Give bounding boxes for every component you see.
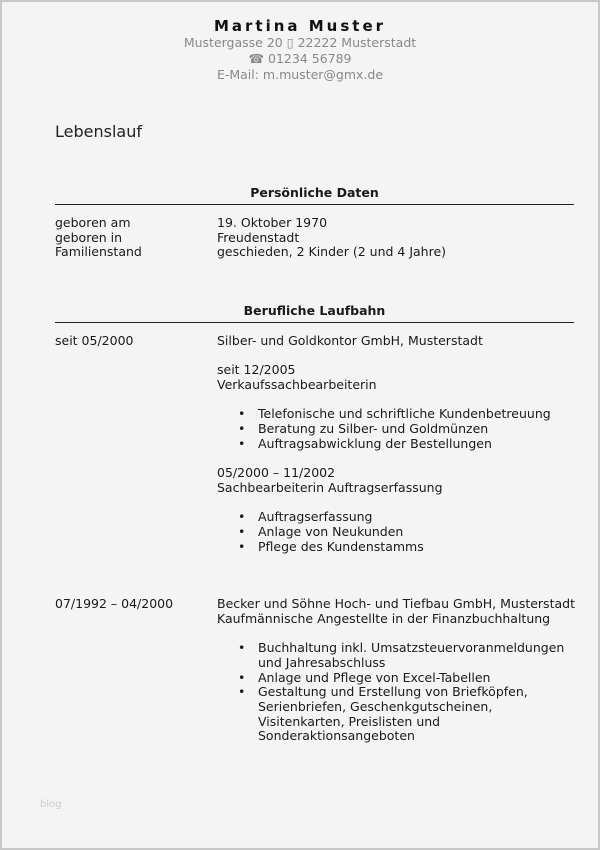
label-birthdate: geboren am	[55, 215, 131, 230]
task-item: • Auftragsabwicklung der Bestellungen	[258, 437, 577, 452]
job-company: Becker und Söhne Hoch- und Tiefbau GmbH, Musterstadt	[217, 596, 575, 611]
document-title: Lebenslauf	[55, 122, 142, 141]
task-list	[217, 407, 577, 451]
task-item: • Pflege des Kundenstamms	[258, 540, 577, 555]
job-company: Silber- und Goldkontor GmbH, Musterstadt	[217, 333, 483, 348]
section-heading-career: Berufliche Laufbahn	[55, 303, 574, 323]
position-title: Verkaufssachbearbeiterin	[217, 377, 377, 393]
position-period: 05/2000 – 11/2002	[217, 465, 336, 481]
job-entry	[55, 334, 574, 559]
address: Mustergasse 20 ▯ 22222 Musterstadt	[183, 35, 417, 50]
task-item: • Gestaltung und Erstellung von Briefköpfen, Serienbriefen, Geschenkgutscheinen, Visitenkarten, Preislisten und Sonderaktionsangeboten	[258, 685, 576, 744]
job-title: Kaufmännische Angestellte in der Finanzbuchhaltung	[217, 610, 551, 626]
personal-data	[55, 216, 574, 261]
value-birthdate: 19. Oktober 1970	[217, 215, 328, 230]
task-list	[217, 641, 576, 744]
label-birthplace: geboren in	[55, 229, 123, 245]
task-item: • Buchhaltung inkl. Umsatzsteuervoranmeldungen und Jahresabschluss	[258, 641, 576, 670]
email: E-Mail: m.muster@gmx.de	[216, 67, 384, 82]
job-period: 07/1992 – 04/2000	[55, 596, 174, 611]
value-birthplace: Freudenstadt	[217, 229, 300, 245]
job-period: seit 05/2000	[55, 333, 134, 348]
applicant-name: Martina Muster	[213, 17, 387, 35]
job-entry	[55, 596, 575, 744]
task-item: • Anlage von Neukunden	[258, 525, 577, 540]
watermark: blog	[40, 799, 62, 810]
task-item: • Beratung zu Silber- und Goldmünzen	[258, 422, 577, 437]
section-heading-personal: Persönliche Daten	[55, 185, 574, 205]
position-period: seit 12/2005	[217, 362, 296, 378]
task-item: • Auftragserfassung	[258, 510, 577, 525]
value-marital-status: geschieden, 2 Kinder (2 und 4 Jahre)	[217, 244, 447, 260]
label-marital-status: Familienstand	[55, 244, 142, 260]
task-item: • Anlage und Pflege von Excel-Tabellen	[258, 671, 576, 686]
position-title: Sachbearbeiterin Auftragserfassung	[217, 479, 443, 495]
task-list	[217, 510, 577, 554]
phone: ☎ 01234 56789	[248, 51, 352, 66]
task-item: • Telefonische und schriftliche Kundenbetreuung	[258, 407, 577, 422]
cv-header	[2, 17, 598, 83]
